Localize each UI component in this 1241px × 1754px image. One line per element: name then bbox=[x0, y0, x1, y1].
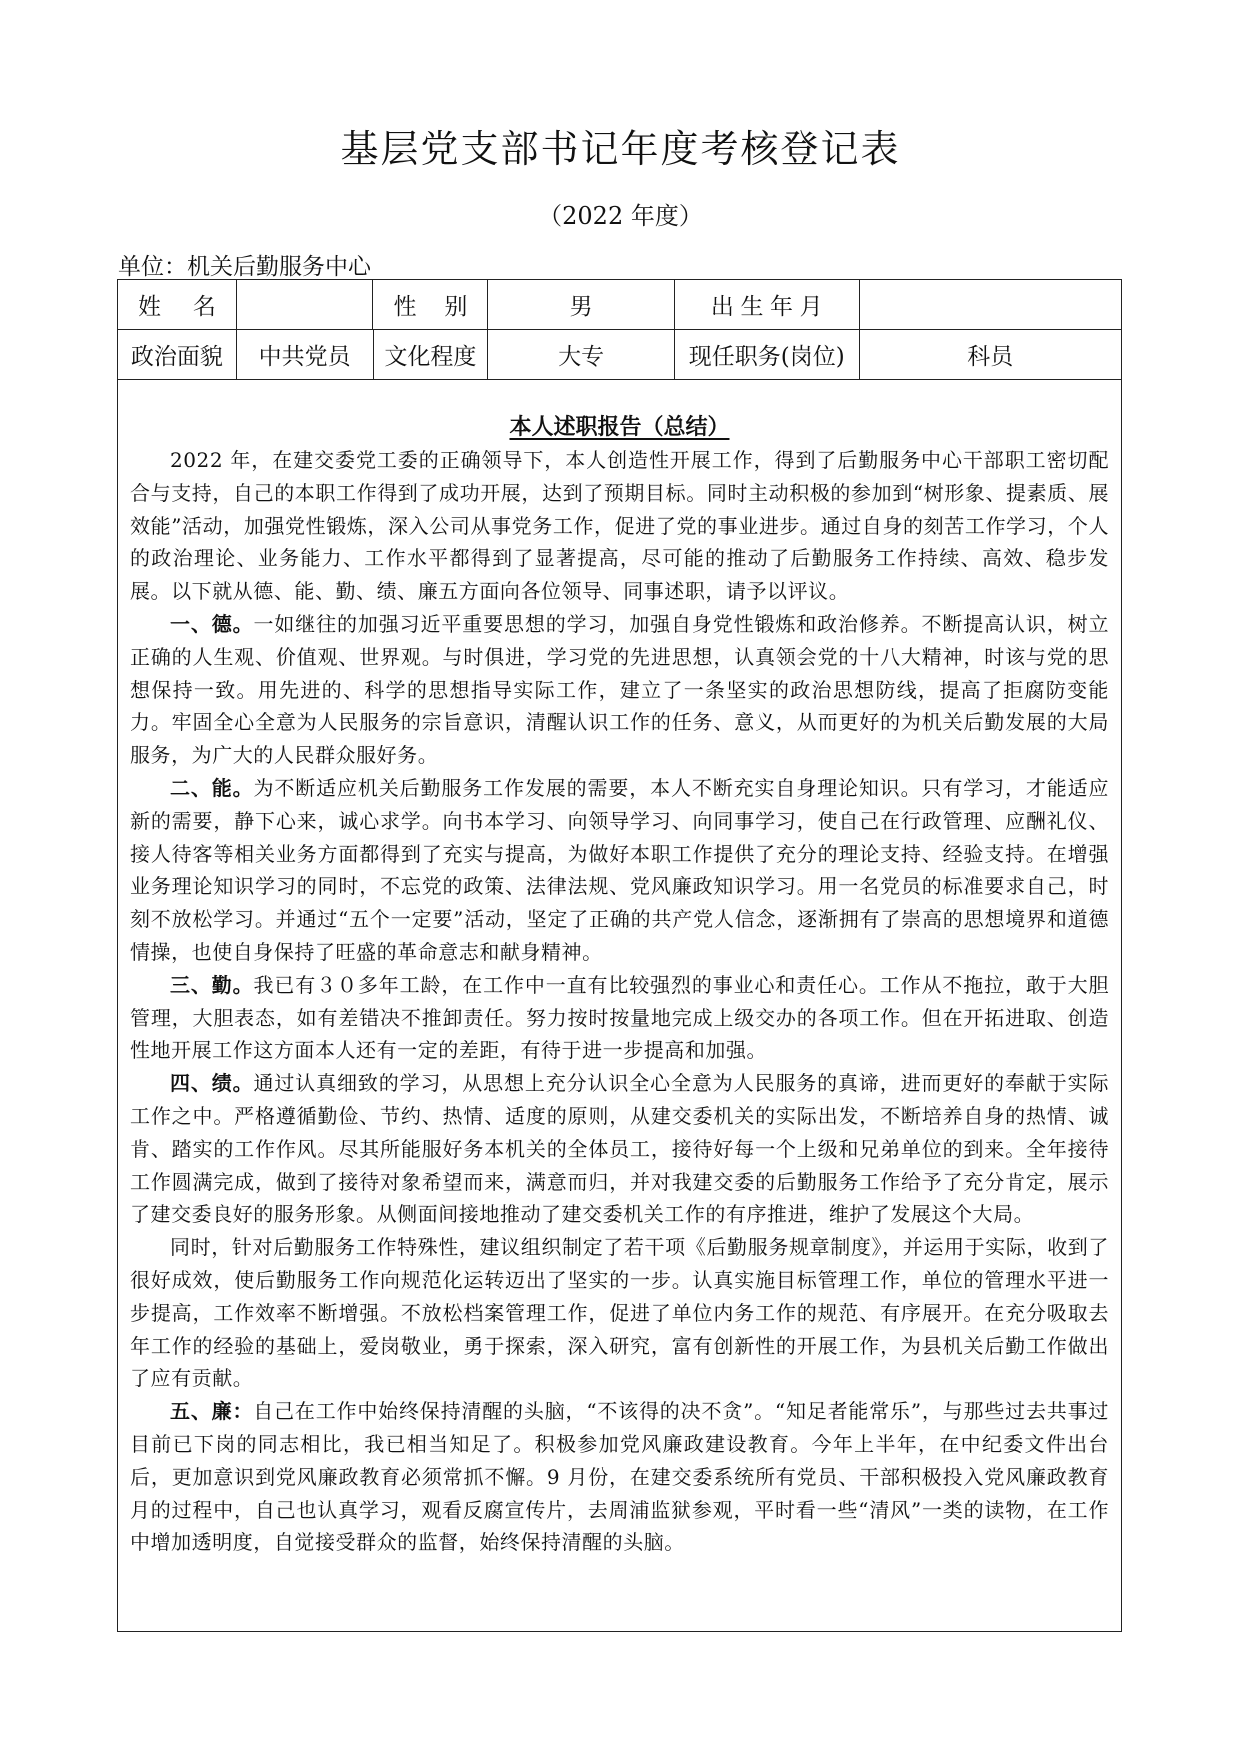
paragraph-heading: 二、能。 bbox=[170, 775, 254, 800]
report-paragraph bbox=[130, 1231, 1109, 1395]
report-paragraph bbox=[130, 444, 1109, 608]
politics-label: 政治面貌 bbox=[118, 330, 237, 379]
report-title: 本人述职报告（总结） bbox=[509, 414, 730, 440]
paragraph-text: 我已有３０多年工龄，在工作中一直有比较强烈的事业心和责任心。工作从不拖拉，敢于大胆管理，大胆表态，如有差错决不推卸责任。努力按时按量地完成上级交办的各项工作。但在开拓进取、创造性地开展工作这方面本人还有一定的差距，有待于进一步提高和加强。 bbox=[130, 972, 1109, 1063]
report-section bbox=[118, 380, 1121, 1559]
paragraph-heading: 四、绩。 bbox=[170, 1071, 254, 1096]
birth-label: 出 生 年 月 bbox=[675, 280, 860, 329]
paragraph-text: 自己在工作中始终保持清醒的头脑，“不该得的决不贪”。“知足者能常乐”，与那些过去共事过目前已下岗的同志相比，我已相当知足了。积极参加党风廉政建设教育。今年上半年，在中纪委文件出台后，更加意识到党风廉政教育必须常抓不懈。9 月份，在建交委系统所有党员、干部积极投入党风廉政教育月的过程中，自己也认真学习，观看反腐宣传片，去周浦监狱参观，平时看一些“清风”一类的读物，在工作中增加透明度，自觉接受群众的监督，始终保持清醒的头脑。 bbox=[130, 1399, 1109, 1555]
paragraph-heading: 一、德。 bbox=[170, 611, 254, 636]
paragraph-heading: 五、廉： bbox=[170, 1399, 254, 1424]
form-row-position-info bbox=[118, 330, 1121, 380]
name-value[interactable] bbox=[237, 280, 374, 329]
unit-line: 单位：机关后勤服务中心 bbox=[118, 254, 371, 280]
paragraph-text: 2022 年，在建交委党工委的正确领导下，本人创造性开展工作，得到了后勤服务中心干部职工密切配合与支持，自己的本职工作得到了成功开展，达到了预期目标。同时主动积极的参加到“树形象、提素质、展效能”活动，加强党性锻炼，深入公司从事党务工作，促进了党的事业进步。通过自身的刻苦工作学习，个人的政治理论、业务能力、工作水平都得到了显著提高，尽可能的推动了后勤服务工作持续、高效、稳步发展。以下就从德、能、勤、绩、廉五方面向各位领导、同事述职，请予以评议。 bbox=[130, 448, 1109, 604]
birth-value[interactable] bbox=[860, 280, 1121, 329]
paragraph-text: 为不断适应机关后勤服务工作发展的需要，本人不断充实自身理论知识。只有学习，才能适应新的需要，静下心来，诚心求学。向书本学习、向领导学习、向同事学习，使自己在行政管理、应酬礼仪、接人待客等相关业务方面都得到了充实与提高，为做好本职工作提供了充分的理论支持、经验支持。在增强业务理论知识学习的同时，不忘党的政策、法律法规、党风廉政知识学习。用一名党员的标准要求自己，时刻不放松学习。并通过“五个一定要”活动，坚定了正确的共产党人信念，逐渐拥有了崇高的思想境界和道德情操，也使自身保持了旺盛的革命意志和献身精神。 bbox=[130, 775, 1109, 964]
report-paragraph bbox=[130, 772, 1109, 969]
report-body bbox=[130, 444, 1109, 1559]
report-paragraph bbox=[130, 1067, 1109, 1231]
report-paragraph bbox=[130, 1395, 1109, 1559]
politics-value[interactable]: 中共党员 bbox=[237, 330, 374, 379]
education-value[interactable]: 大专 bbox=[488, 330, 675, 379]
paragraph-text: 同时，针对后勤服务工作特殊性，建议组织制定了若干项《后勤服务规章制度》，并运用于实际，收到了很好成效，使后勤服务工作向规范化运转迈出了坚实的一步。认真实施目标管理工作，单位的管理水平进一步提高，工作效率不断增强。不放松档案管理工作，促进了单位内务工作的规范、有序展开。在充分吸取去年工作的经验的基础上，爱岗敬业，勇于探索，深入研究，富有创新性的开展工作，为县机关后勤工作做出了应有贡献。 bbox=[130, 1235, 1109, 1391]
position-label: 现任职务(岗位) bbox=[675, 330, 860, 379]
gender-value[interactable]: 男 bbox=[488, 280, 675, 329]
document-title: 基层党支部书记年度考核登记表 bbox=[340, 127, 901, 171]
registration-form bbox=[117, 279, 1122, 1632]
report-paragraph bbox=[130, 608, 1109, 772]
report-paragraph bbox=[130, 969, 1109, 1067]
document-subtitle: （2022 年度） bbox=[538, 202, 703, 230]
position-value[interactable]: 科员 bbox=[967, 344, 1014, 370]
education-label: 文化程度 bbox=[374, 330, 489, 379]
gender-label: 性 别 bbox=[373, 280, 488, 329]
paragraph-heading: 三、勤。 bbox=[170, 972, 254, 997]
name-label: 姓 名 bbox=[118, 280, 237, 329]
paragraph-text: 通过认真细致的学习，从思想上充分认识全心全意为人民服务的真谛，进而更好的奉献于实际工作之中。严格遵循勤俭、节约、热情、适度的原则，从建交委机关的实际出发，不断培养自身的热情、诚肯、踏实的工作作风。尽其所能服好务本机关的全体员工，接待好每一个上级和兄弟单位的到来。全年接待工作圆满完成，做到了接待对象希望而来，满意而归，并对我建交委的后勤服务工作给予了充分肯定，展示了建交委良好的服务形象。从侧面间接地推动了建交委机关工作的有序推进，维护了发展这个大局。 bbox=[130, 1071, 1109, 1227]
paragraph-text: 一如继往的加强习近平重要思想的学习，加强自身党性锻炼和政治修养。不断提高认识，树立正确的人生观、价值观、世界观。与时俱进，学习党的先进思想，认真领会党的十八大精神，时该与党的思想保持一致。用先进的、科学的思想指导实际工作，建立了一条坚实的政治思想防线，提高了拒腐防变能力。牢固全心全意为人民服务的宗旨意识，清醒认识工作的任务、意义，从而更好的为机关后勤发展的大局服务，为广大的人民群众服好务。 bbox=[130, 611, 1109, 768]
form-row-basic-info bbox=[118, 280, 1121, 330]
